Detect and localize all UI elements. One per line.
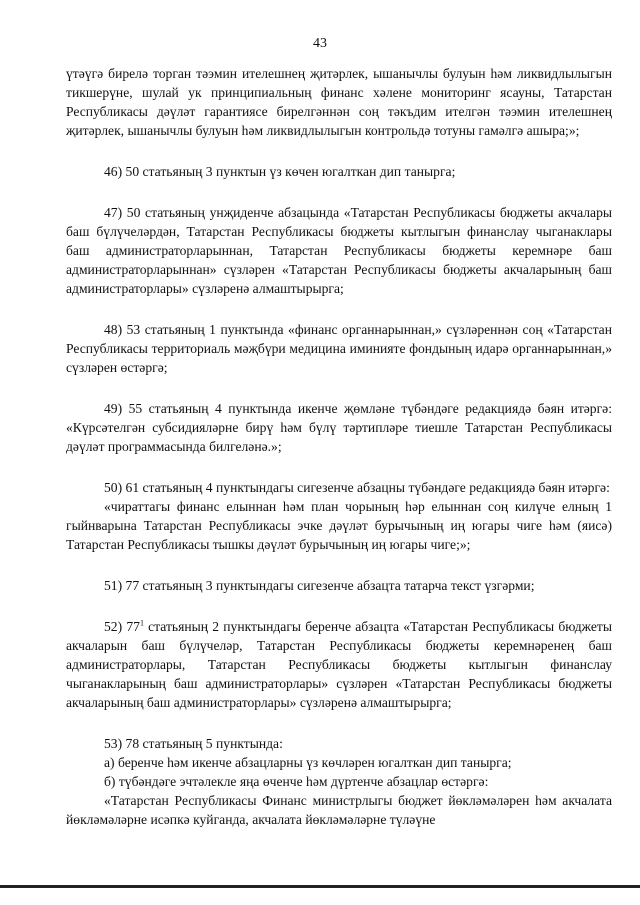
paragraph-item-47: 47) 50 статьяның унҗиденче абзацында «Татарстан Республикасы бюджеты акчалары баш бүлүчеләрдән, Татарстан Республикасы бюджеты кытлыгын финанслау чыганаклары баш администраторларыннан, Татарстан Республикасы бюджеты керемнәре баш администраторларыннан» сүзләрен «Татарстан Республикасы бюджеты акчаларының баш администраторлары» сүзләренә алмаштырырга; bbox=[66, 205, 612, 296]
paragraph-item-50: 50) 61 статьяның 4 пунктындагы сигезенче абзацны түбәндәге редакциядә бәян итәргә: bbox=[104, 480, 610, 495]
paragraph-item-53: 53) 78 статьяның 5 пунктында: bbox=[104, 736, 283, 751]
paragraph-item-46: 46) 50 статьяның 3 пунктын үз көчен югалткан дип танырга; bbox=[104, 164, 456, 179]
paragraph-item-52 bbox=[66, 617, 612, 712]
paragraph-item-53-a: а) беренче һәм икенче абзацларны үз көчләрен югалткан дип танырга; bbox=[104, 755, 512, 770]
paragraph-item-49: 49) 55 статьяның 4 пунктында икенче җөмләне түбәндәге редакциядә бәян итәргә: «Күрсәтелгән субсидияләрне бирү һәм бүлү тәртипләре тиешле Татарстан Республикасы дәүләт программасында билгеләнә.»; bbox=[66, 401, 612, 454]
paragraph-item-50-quote: «чираттагы финанс елыннан һәм план чорының һәр елыннан соң килүче елның 1 гыйнварына Татарстан Республикасы эчке дәүләт бурычының иң югары чиге һәм (яисә) Татарстан Республикасы тышкы дәүләт бурычының иң югары чиге;»; bbox=[66, 499, 612, 552]
paragraph-item-53-b: б) түбәндәге эчтәлекле яңа өченче һәм дүртенче абзацлар өстәргә: bbox=[104, 774, 489, 789]
paragraph-item-53-quote: «Татарстан Республикасы Финанс министрлыгы бюджет йөкләмәләрен һәм акчалата йөкләмәләрне исәпкә куйганда, акчалата йөкләмәләрне түләүне bbox=[66, 793, 612, 827]
item-52-body: статьяның 2 пунктындагы беренче абзацта «Татарстан Республикасы бюджеты акчаларын баш бүлүчеләр, Татарстан Республикасы бюджеты керемнәренең баш администраторлары, Татарстан Республикасы бюджеты кытлыгын финанслау чыганакларының баш администраторлары» сүзләрен «Татарстан Республикасы бюджеты акчаларының баш администраторлары» сүзләренә алмаштырырга; bbox=[66, 619, 612, 710]
item-52-number: 52) 77 bbox=[104, 619, 140, 634]
bottom-scan-edge bbox=[0, 885, 640, 888]
page-number: 43 bbox=[313, 36, 327, 51]
document-body bbox=[66, 64, 612, 829]
paragraph-item-51: 51) 77 статьяның 3 пунктындагы сигезенче абзацта татарча текст үзгәрми; bbox=[104, 578, 535, 593]
item-52-superscript: 1 bbox=[139, 618, 144, 628]
paragraph-continuation: үтәүгә бирелә торган тәэмин ителешнең җитәрлек, ышанычлы булуын һәм ликвидлылыгын тикшерүне, шулай ук принципиальның финанс хәлене мониторинг ясауны, Татарстан Республикасы дәүләт гарантиясе бирелгәннән соң тәкъдим ителгән тәэмин ителешнең җитәрлек, ышанычлы булуын һәм ликвидлылыгын контрольдә тотуны гамәлгә ашыра;»; bbox=[66, 66, 612, 138]
paragraph-item-48: 48) 53 статьяның 1 пунктында «финанс органнарыннан,» сүзләреннән соң «Татарстан Республикасы территориаль мәҗбүри медицина иминияте фондының идарә органнарыннан,» сүзләрен өстәргә; bbox=[66, 322, 612, 375]
